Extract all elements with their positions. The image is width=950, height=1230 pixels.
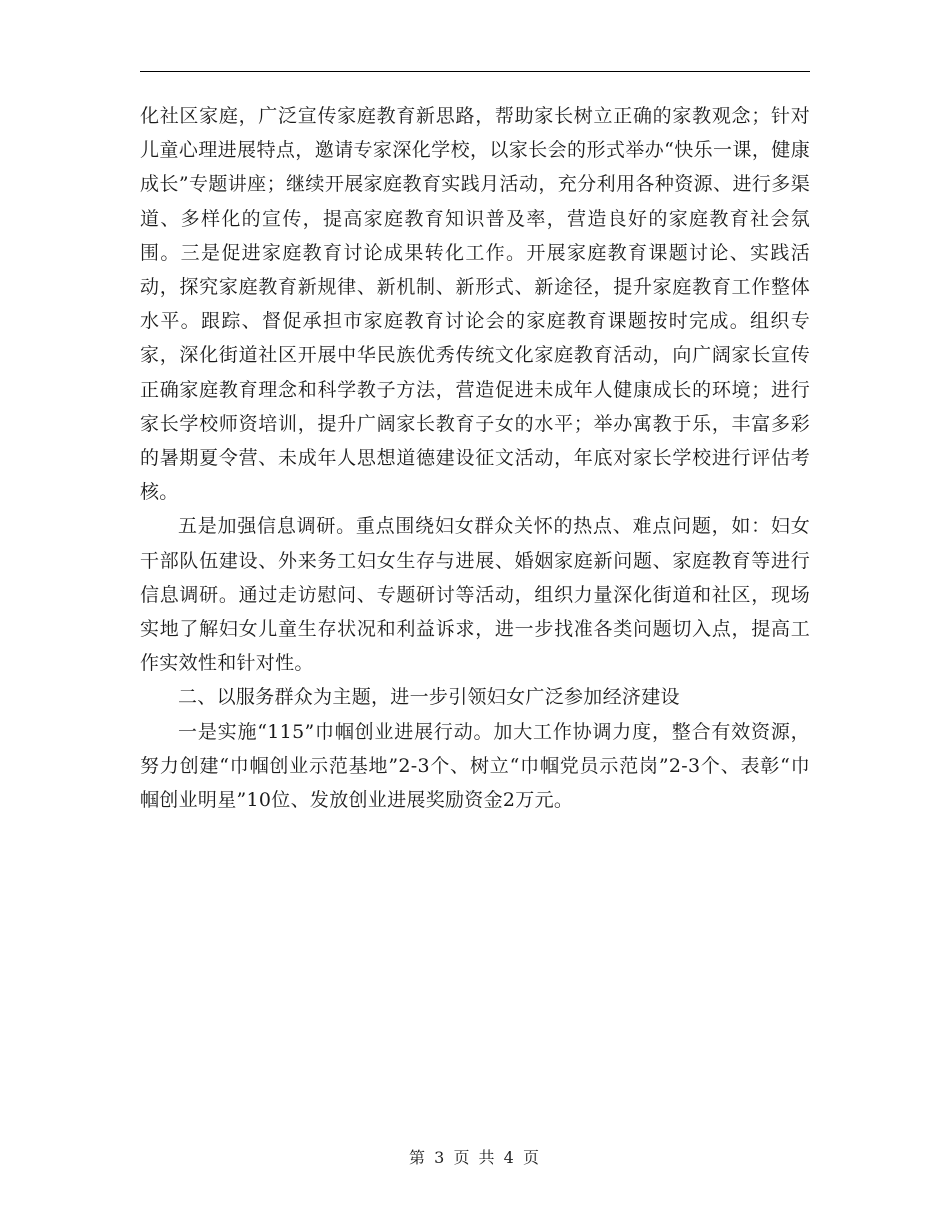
paragraph-research: 五是加强信息调研。重点围绕妇女群众关怀的热点、难点问题，如：妇女干部队伍建设、外来务工妇女生存与进展、婚姻家庭新问题、家庭教育等进行信息调研。通过走访慰问、专题研讨等活动，组织力量深化街道和社区，现场实地了解妇女儿童生存状况和利益诉求，进一步找准各类问题切入点，提高工作实效性和针对性。 bbox=[140, 515, 810, 675]
footer-total-pages: 4 bbox=[503, 1148, 516, 1167]
footer-page-unit: 页 bbox=[453, 1148, 472, 1167]
section-heading-economy: 二、以服务群众为主题，进一步引领妇女广泛参加经济建设 bbox=[178, 686, 680, 709]
paragraph-entrepreneurship: 一是实施“115”巾帼创业进展行动。加大工作协调力度，整合有效资源，努力创建“巾帼创业示范基地”2-3个、树立“巾帼党员示范岗”2-3个、表彰“巾帼创业明星”10位、发放创业进展奖励资金2万元。 bbox=[140, 720, 810, 812]
footer-page-label: 第 bbox=[409, 1148, 428, 1167]
paragraph-family-education: 化社区家庭，广泛宣传家庭教育新思路，帮助家长树立正确的家教观念；针对儿童心理进展特点，邀请专家深化学校，以家长会的形式举办“快乐一课，健康成长”专题讲座；继续开展家庭教育实践月活动，充分利用各种资源、进行多渠道、多样化的宣传，提高家庭教育知识普及率，营造良好的家庭教育社会氛围。三是促进家庭教育讨论成果转化工作。开展家庭教育课题讨论、实践活动，探究家庭教育新规律、新机制、新形式、新途径，提升家庭教育工作整体水平。跟踪、督促承担市家庭教育讨论会的家庭教育课题按时完成。组织专家，深化街道社区开展中华民族优秀传统文化家庭教育活动，向广阔家长宣传正确家庭教育理念和科学教子方法，营造促进未成年人健康成长的环境；进行家长学校师资培训，提升广阔家长教育子女的水平；举办寓教于乐，丰富多彩的暑期夏令营、未成年人思想道德建设征文活动，年底对家长学校进行评估考核。 bbox=[140, 105, 810, 504]
header-rule bbox=[140, 71, 810, 72]
footer-total-unit: 页 bbox=[522, 1148, 541, 1167]
page-footer bbox=[0, 1147, 950, 1169]
footer-total-label: 共 bbox=[478, 1148, 497, 1167]
footer-current-page: 3 bbox=[434, 1148, 447, 1167]
document-body bbox=[140, 99, 810, 817]
